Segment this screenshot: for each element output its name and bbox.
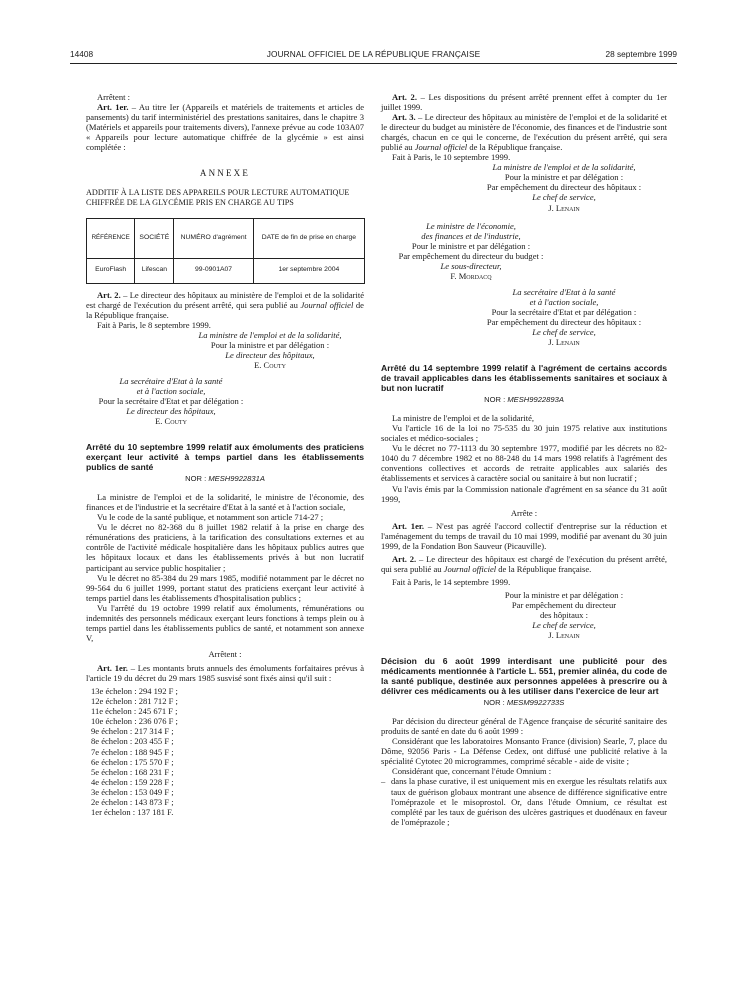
signature-block	[461, 287, 667, 347]
list-item: 1er échelon : 137 181 F.	[91, 807, 174, 818]
paragraph: Vu l'avis émis par la Commission nationale d'agrément en sa séance du 31 août 1999,	[381, 483, 667, 504]
nor-label: NOR :	[185, 474, 209, 484]
signature-block	[461, 590, 667, 640]
article-text: – N'est pas agréé l'accord collectif d'entreprise sur la réduction et l'aménagement du temps de travail du 10 mai 1999, modifié par avenant du 30 juin 1999, de la Fondation Bon Sauveur (Picauville).	[381, 520, 667, 551]
delegation-line: Par empêchement du directeur des hôpitaux :	[486, 182, 642, 193]
list-item: 9e échelon : 217 314 F ;	[91, 726, 174, 737]
paragraph: La ministre de l'emploi et de la solidarité, le ministre de l'économie, des finances et de l'industrie et la secrétaire d'Etat à la santé et à l'action sociale,	[86, 492, 364, 513]
paragraph: Vu le code de la santé publique, et notamment son article 714-27 ;	[97, 512, 324, 523]
list-item: – dans la phase curative, il est uniquement mis en exergue les résultats relatifs aux taux de guérison globaux montrant une absence de différence significative entre l'oméprazole et le misoprostol. Or, dans l'étude Omnium, ce résultat est complété par les taux de guérison des ulcères gastriques et duodénaux en faveur de l'oméprazole ;	[381, 776, 667, 826]
nor-reference	[381, 698, 667, 708]
echelon-list	[91, 686, 364, 817]
fait-a-paris: Fait à Paris, le 14 septembre 1999.	[392, 576, 511, 587]
delegation-line: Pour la ministre et par délégation :	[210, 339, 330, 350]
arretent-heading: Arrêtent :	[97, 92, 130, 102]
signature-block	[461, 162, 667, 212]
header-rule	[70, 63, 677, 64]
paragraph: Vu le décret no 85-384 du 29 mars 1985, modifié notamment par le décret no 99-564 du 6 juillet 1999, portant statut des praticiens exerçant leur activité à temps partiel dans les établissements d'hospitalisation publics ;	[86, 572, 364, 603]
article-text: – Le directeur des hôpitaux au ministère de l'emploi et de la solidarité et le directeur du budget au ministère de l'économie, des finances et de l'industrie sont chargés, chacun en ce qui le concerne, de l'exécution du présent arrêté, qui sera publié au	[381, 112, 668, 153]
nor-code: MESH9922893A	[507, 395, 564, 405]
signature-block	[176, 330, 364, 370]
table-header-row	[87, 218, 365, 258]
signatory-role: Le directeur des hôpitaux,	[126, 406, 216, 417]
table-cell: 1er septembre 2004	[253, 258, 364, 283]
article-3-paragraph	[381, 112, 667, 152]
nor-reference	[86, 474, 364, 484]
delegation-line: Pour la secrétaire d'Etat et par délégation :	[491, 306, 637, 317]
page-number: 14408	[70, 49, 94, 59]
journal-reference: Journal officiel	[300, 299, 354, 310]
delegation-line: Par empêchement du directeur des hôpitaux :	[486, 316, 642, 327]
arrete-heading: Arrête :	[510, 507, 538, 518]
signatory-name: E. Couty	[254, 359, 286, 370]
signatory-title: Le ministre de l'économie,	[426, 220, 516, 231]
article-text: – Le directeur des hôpitaux est chargé de l'exécution du présent arrêté, qui sera publié au	[381, 553, 667, 574]
signatory-title: et à l'action sociale,	[136, 385, 206, 396]
nor-label: NOR :	[483, 698, 507, 708]
list-item: 4e échelon : 159 228 F ;	[91, 776, 174, 787]
signatory-title: La ministre de l'emploi et de la solidarité,	[198, 329, 342, 340]
signatory-name: J. Lenain	[548, 202, 580, 213]
paragraph: Vu le décret no 82-368 du 8 juillet 1982 relatif à la prise en charge des rémunérations des praticiens, à la tarification des consultations externes et au contrôle de l'activité médicale hospitalière dans les hôpitaux publics autres que les hôpitaux locaux et dans les établissements privés à but non lucratif participant au service public hospitalier ;	[86, 522, 364, 573]
signatory-title: La secrétaire d'Etat à la santé	[512, 286, 616, 297]
article-label: Art. 1er.	[392, 520, 425, 531]
article-label: Art. 2.	[97, 289, 121, 300]
signatory-name: F. Mordacq	[450, 270, 492, 281]
signature-block	[86, 376, 256, 426]
list-item: 7e échelon : 188 945 F ;	[91, 746, 174, 757]
table-cell: EuroFlash	[87, 258, 135, 283]
article-label: Art. 1er.	[97, 662, 128, 673]
list-item: 11e échelon : 245 671 F ;	[91, 706, 178, 717]
paragraph: Considérant que, concernant l'étude Omnium :	[392, 766, 552, 777]
annexe-heading: ANNEXE	[199, 168, 251, 179]
nor-label: NOR :	[484, 395, 508, 405]
article-label: Art. 1er.	[97, 102, 129, 113]
considerant-list	[381, 776, 667, 826]
list-item: 10e échelon : 236 076 F ;	[91, 716, 178, 727]
list-item: 8e échelon : 203 455 F ;	[91, 736, 174, 747]
page-header	[70, 49, 677, 63]
paragraph: Par décision du directeur général de l'Agence française de sécurité sanitaire des produits de santé en date du 6 août 1999 :	[381, 716, 667, 737]
issue-date: 28 septembre 1999	[605, 49, 677, 59]
column-header: NUMÉRO d'agrément	[174, 218, 253, 258]
journal-title: JOURNAL OFFICIEL DE LA RÉPUBLIQUE FRANÇAISE	[266, 49, 481, 59]
list-item: 2e échelon : 143 873 F ;	[91, 797, 174, 808]
article-label: Art. 2.	[392, 92, 417, 102]
table-cell: Lifescan	[135, 258, 174, 283]
nor-code: MESH9922831A	[208, 474, 265, 484]
signatory-name: J. Lenain	[548, 337, 580, 348]
annexe-subtitle: ADDITIF À LA LISTE DES APPAREILS POUR LECTURE AUTOMATIQUE CHIFFRÉE DE LA GLYCÉMIE PRIS EN CHARGE AU TIPS	[86, 188, 350, 207]
article-1-paragraph	[86, 102, 364, 152]
delegation-line: des hôpitaux :	[540, 610, 588, 621]
article-text: – Les montants bruts annuels des émoluments forfaitaires prévus à l'article 19 du décret du 29 mars 1985 susvisé sont fixés ainsi qu'il suit :	[86, 662, 364, 683]
delegation-line: Par empêchement du directeur du budget :	[398, 250, 544, 261]
signatory-role: Le chef de service,	[532, 327, 596, 338]
column-header: RÉFÉRENCE	[87, 218, 135, 258]
signatory-name: J. Lenain	[548, 630, 580, 641]
article-text: – Les dispositions du présent arrêté prennent effet à compter du 1er juillet 1999.	[381, 92, 667, 113]
signatory-role: Le sous-directeur,	[440, 260, 502, 271]
decree-title: Arrêté du 10 septembre 1999 relatif aux émoluments des praticiens exerçant leur activité à temps partiel dans les établissements publics de santé	[86, 442, 364, 473]
paragraph: Vu le décret no 77-1113 du 30 septembre 1977, modifié par les décrets no 82-1040 du 7 décembre 1982 et no 88-248 du 14 mars 1998 relatifs à l'agrément des conventions collectives et accords de retraite applicables aux salariés des établissements et services à caractère social ou sanitaire à but non lucratif ;	[381, 443, 667, 484]
signatory-role: Le directeur des hôpitaux,	[225, 349, 315, 360]
devices-table	[86, 218, 365, 284]
delegation-line: Par empêchement du directeur	[511, 599, 617, 610]
signatory-role: Le chef de service,	[532, 620, 596, 631]
article-2-paragraph	[86, 290, 364, 320]
paragraph: Considérant que les laboratoires Monsanto France (division) Searle, 7, place du Dôme, 92056 Paris - La Défense Cedex, ont diffusé une publicité relative à la spécialité Cytotec 20 microgrammes, comprimé sécable - aide de visite ;	[381, 736, 667, 767]
nor-code: MESM9922733S	[506, 698, 565, 708]
article-text: – Le directeur des hôpitaux au ministère de l'emploi et de la solidarité est chargé de l'exécution du présent arrêté, qui sera publié au	[86, 289, 364, 310]
journal-reference: Journal officiel	[443, 563, 497, 574]
delegation-line: Pour la ministre et par délégation :	[504, 172, 624, 183]
article-label: Art. 3.	[392, 112, 416, 123]
table-cell: 99-0901A07	[174, 258, 253, 283]
list-item: 12e échelon : 281 712 F ;	[91, 696, 178, 707]
signature-block	[381, 221, 561, 281]
article-text-end: de la République française.	[467, 142, 563, 153]
signatory-title: et à l'action sociale,	[529, 296, 599, 307]
right-column	[381, 92, 667, 827]
delegation-line: Pour la ministre et par délégation :	[504, 589, 624, 600]
signatory-title: La secrétaire d'Etat à la santé	[119, 375, 223, 386]
article-1-paragraph	[86, 663, 364, 683]
table-row	[87, 258, 365, 283]
delegation-line: Pour le ministre et par délégation :	[411, 240, 531, 251]
paragraph: Vu l'article 16 de la loi no 75-535 du 30 juin 1975 relative aux institutions sociales et médico-sociales ;	[381, 423, 667, 444]
delegation-line: Pour la secrétaire d'Etat et par délégation :	[98, 395, 244, 406]
decision-title: Décision du 6 août 1999 interdisant une publicité pour des médicaments mentionnée à l'article L. 551, premier alinéa, du code de la santé publique, destinée aux personnes appelées à prescrire ou à délivrer ces médicaments ou à les utiliser dans l'exercice de leur art	[381, 656, 667, 697]
article-label: Art. 2.	[392, 553, 417, 564]
list-item: 6e échelon : 175 570 F ;	[91, 756, 174, 767]
paragraph: Vu l'arrêté du 19 octobre 1999 relatif aux émoluments, rémunérations ou indemnités des personnels médicaux exerçant leurs fonctions à temps plein ou à temps partiel dans les établissements publics de santé, et notamment son annexe V,	[86, 602, 364, 643]
signatory-title: des finances et de l'industrie,	[421, 230, 521, 241]
paragraph: La ministre de l'emploi et de la solidarité,	[392, 413, 535, 424]
article-2-paragraph	[381, 554, 667, 574]
signatory-title: La ministre de l'emploi et de la solidarité,	[492, 162, 636, 173]
article-text-end: de la République française.	[86, 299, 364, 320]
list-item: 13e échelon : 294 192 F ;	[91, 686, 178, 697]
nor-reference	[381, 395, 667, 405]
arretent-heading: Arrêtent :	[208, 648, 242, 659]
column-header: SOCIÉTÉ	[135, 218, 174, 258]
left-column	[86, 92, 364, 817]
journal-reference: Journal officiel	[414, 142, 468, 153]
fait-a-paris: Fait à Paris, le 8 septembre 1999.	[97, 319, 211, 330]
signatory-name: E. Couty	[155, 416, 187, 427]
fait-a-paris: Fait à Paris, le 10 septembre 1999.	[392, 152, 511, 163]
article-text-end: de la République française.	[496, 563, 592, 574]
column-header: DATE de fin de prise en charge	[253, 218, 364, 258]
decree-title: Arrêté du 14 septembre 1999 relatif à l'agrément de certains accords de travail applicables dans les établissements sanitaires et sociaux à but non lucratif	[381, 363, 667, 394]
signatory-role: Le chef de service,	[532, 192, 596, 203]
list-item: 3e échelon : 153 049 F ;	[91, 786, 174, 797]
article-1-paragraph	[381, 521, 667, 551]
article-2-paragraph	[381, 92, 667, 112]
article-text: – Au titre Ier (Appareils et matériels de traitements et articles de pansements) du tarif interministériel des prestations sanitaires, dans le chapitre 3 (Matériels et appareils pour traitements divers), l'annexe prévue au code 103A07 « Appareils pour lecture automatique chiffrée de la glycémie » est ainsi complétée :	[86, 102, 364, 153]
list-item: 5e échelon : 168 231 F ;	[91, 766, 174, 777]
